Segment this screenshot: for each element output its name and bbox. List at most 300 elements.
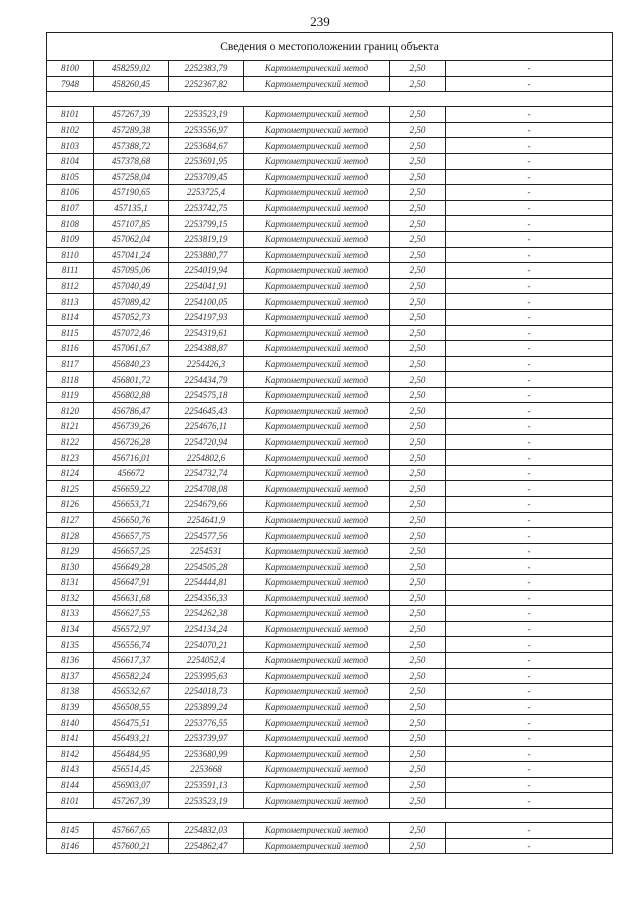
description-cell: - <box>446 185 613 201</box>
y-coordinate-cell: 2253691,95 <box>169 153 244 169</box>
point-number-cell: 8111 <box>47 263 94 279</box>
method-cell: Картометрический метод <box>244 309 390 325</box>
y-coordinate-cell: 2254052,4 <box>169 652 244 668</box>
accuracy-cell: 2,50 <box>390 403 446 419</box>
x-coordinate-cell: 457041,24 <box>94 247 169 263</box>
table-row <box>47 278 613 294</box>
description-cell: - <box>446 528 613 544</box>
y-coordinate-cell: 2254862,47 <box>169 838 244 854</box>
separator-row <box>47 808 613 822</box>
y-coordinate-cell: 2252367,82 <box>169 76 244 92</box>
point-number-cell: 8107 <box>47 200 94 216</box>
table-row <box>47 450 613 466</box>
point-number-cell: 8115 <box>47 325 94 341</box>
method-cell: Картометрический метод <box>244 153 390 169</box>
accuracy-cell: 2,50 <box>390 746 446 762</box>
y-coordinate-cell: 2253880,77 <box>169 247 244 263</box>
description-cell: - <box>446 543 613 559</box>
table-row <box>47 497 613 513</box>
description-cell: - <box>446 450 613 466</box>
y-coordinate-cell: 2254708,08 <box>169 481 244 497</box>
x-coordinate-cell: 456659,22 <box>94 481 169 497</box>
point-number-cell: 8131 <box>47 575 94 591</box>
x-coordinate-cell: 457289,38 <box>94 122 169 138</box>
table-row <box>47 372 613 388</box>
point-number-cell: 8122 <box>47 434 94 450</box>
method-cell: Картометрический метод <box>244 684 390 700</box>
page-number: 239 <box>310 14 330 29</box>
x-coordinate-cell: 457258,04 <box>94 169 169 185</box>
method-cell: Картометрический метод <box>244 122 390 138</box>
description-cell: - <box>446 387 613 403</box>
description-cell: - <box>446 606 613 622</box>
y-coordinate-cell: 2253523,19 <box>169 107 244 123</box>
accuracy-cell: 2,50 <box>390 247 446 263</box>
accuracy-cell: 2,50 <box>390 590 446 606</box>
y-coordinate-cell: 2254041,91 <box>169 278 244 294</box>
table-row <box>47 403 613 419</box>
x-coordinate-cell: 456840,23 <box>94 356 169 372</box>
x-coordinate-cell: 457040,49 <box>94 278 169 294</box>
y-coordinate-cell: 2254134,24 <box>169 621 244 637</box>
x-coordinate-cell: 457378,68 <box>94 153 169 169</box>
table-row <box>47 231 613 247</box>
accuracy-cell: 2,50 <box>390 138 446 154</box>
method-cell: Картометрический метод <box>244 419 390 435</box>
point-number-cell: 8119 <box>47 387 94 403</box>
table-row <box>47 263 613 279</box>
x-coordinate-cell: 457667,65 <box>94 822 169 838</box>
y-coordinate-cell: 2253739,97 <box>169 730 244 746</box>
point-number-cell: 8100 <box>47 61 94 77</box>
table-row <box>47 138 613 154</box>
table-row <box>47 341 613 357</box>
method-cell: Картометрический метод <box>244 497 390 513</box>
y-coordinate-cell: 2254388,87 <box>169 341 244 357</box>
point-number-cell: 8145 <box>47 822 94 838</box>
accuracy-cell: 2,50 <box>390 559 446 575</box>
x-coordinate-cell: 456532,67 <box>94 684 169 700</box>
table-row <box>47 216 613 232</box>
x-coordinate-cell: 456475,51 <box>94 715 169 731</box>
description-cell: - <box>446 590 613 606</box>
method-cell: Картометрический метод <box>244 200 390 216</box>
point-number-cell: 8105 <box>47 169 94 185</box>
method-cell: Картометрический метод <box>244 668 390 684</box>
accuracy-cell: 2,50 <box>390 278 446 294</box>
y-coordinate-cell: 2254676,11 <box>169 419 244 435</box>
accuracy-cell: 2,50 <box>390 450 446 466</box>
point-number-cell: 8140 <box>47 715 94 731</box>
x-coordinate-cell: 456786,47 <box>94 403 169 419</box>
method-cell: Картометрический метод <box>244 216 390 232</box>
description-cell: - <box>446 465 613 481</box>
table-row <box>47 200 613 216</box>
description-cell: - <box>446 403 613 419</box>
point-number-cell: 8116 <box>47 341 94 357</box>
description-cell: - <box>446 216 613 232</box>
table-row <box>47 637 613 653</box>
x-coordinate-cell: 457072,46 <box>94 325 169 341</box>
y-coordinate-cell: 2254577,56 <box>169 528 244 544</box>
description-cell: - <box>446 715 613 731</box>
table-row <box>47 325 613 341</box>
method-cell: Картометрический метод <box>244 76 390 92</box>
y-coordinate-cell: 2254018,73 <box>169 684 244 700</box>
table-row <box>47 185 613 201</box>
method-cell: Картометрический метод <box>244 822 390 838</box>
x-coordinate-cell: 456672 <box>94 465 169 481</box>
accuracy-cell: 2,50 <box>390 684 446 700</box>
accuracy-cell: 2,50 <box>390 61 446 77</box>
description-cell: - <box>446 481 613 497</box>
accuracy-cell: 2,50 <box>390 231 446 247</box>
description-cell: - <box>446 497 613 513</box>
x-coordinate-cell: 456649,28 <box>94 559 169 575</box>
point-number-cell: 8113 <box>47 294 94 310</box>
description-cell: - <box>446 762 613 778</box>
accuracy-cell: 2,50 <box>390 372 446 388</box>
method-cell: Картометрический метод <box>244 356 390 372</box>
point-number-cell: 8137 <box>47 668 94 684</box>
y-coordinate-cell: 2253591,13 <box>169 777 244 793</box>
table-row <box>47 699 613 715</box>
point-number-cell: 8136 <box>47 652 94 668</box>
accuracy-cell: 2,50 <box>390 822 446 838</box>
point-number-cell: 8101 <box>47 107 94 123</box>
point-number-cell: 8126 <box>47 497 94 513</box>
description-cell: - <box>446 278 613 294</box>
method-cell: Картометрический метод <box>244 185 390 201</box>
point-number-cell: 8102 <box>47 122 94 138</box>
y-coordinate-cell: 2254641,9 <box>169 512 244 528</box>
description-cell: - <box>446 263 613 279</box>
method-cell: Картометрический метод <box>244 838 390 854</box>
table-row <box>47 590 613 606</box>
accuracy-cell: 2,50 <box>390 263 446 279</box>
y-coordinate-cell: 2253523,19 <box>169 793 244 809</box>
description-cell: - <box>446 107 613 123</box>
method-cell: Картометрический метод <box>244 403 390 419</box>
x-coordinate-cell: 457267,39 <box>94 793 169 809</box>
y-coordinate-cell: 2254356,33 <box>169 590 244 606</box>
table-row <box>47 419 613 435</box>
description-cell: - <box>446 419 613 435</box>
x-coordinate-cell: 456739,26 <box>94 419 169 435</box>
point-number-cell: 8142 <box>47 746 94 762</box>
point-number-cell: 8128 <box>47 528 94 544</box>
method-cell: Картометрический метод <box>244 294 390 310</box>
point-number-cell: 8139 <box>47 699 94 715</box>
description-cell: - <box>446 652 613 668</box>
y-coordinate-cell: 2254444,81 <box>169 575 244 591</box>
y-coordinate-cell: 2253742,75 <box>169 200 244 216</box>
table-row <box>47 481 613 497</box>
method-cell: Картометрический метод <box>244 559 390 575</box>
x-coordinate-cell: 456508,55 <box>94 699 169 715</box>
table-row <box>47 777 613 793</box>
point-number-cell: 8144 <box>47 777 94 793</box>
table-row <box>47 294 613 310</box>
x-coordinate-cell: 457135,1 <box>94 200 169 216</box>
point-number-cell: 8127 <box>47 512 94 528</box>
y-coordinate-cell: 2253556,97 <box>169 122 244 138</box>
table-row <box>47 730 613 746</box>
y-coordinate-cell: 2254019,94 <box>169 263 244 279</box>
x-coordinate-cell: 456802,88 <box>94 387 169 403</box>
x-coordinate-cell: 457107,85 <box>94 216 169 232</box>
method-cell: Картометрический метод <box>244 762 390 778</box>
point-number-cell: 8104 <box>47 153 94 169</box>
accuracy-cell: 2,50 <box>390 575 446 591</box>
x-coordinate-cell: 457062,04 <box>94 231 169 247</box>
table-row <box>47 309 613 325</box>
description-cell: - <box>446 231 613 247</box>
accuracy-cell: 2,50 <box>390 122 446 138</box>
point-number-cell: 8114 <box>47 309 94 325</box>
x-coordinate-cell: 456726,28 <box>94 434 169 450</box>
y-coordinate-cell: 2254832,03 <box>169 822 244 838</box>
table-row <box>47 822 613 838</box>
table-row <box>47 652 613 668</box>
point-number-cell: 8101 <box>47 793 94 809</box>
accuracy-cell: 2,50 <box>390 216 446 232</box>
description-cell: - <box>446 684 613 700</box>
point-number-cell: 8129 <box>47 543 94 559</box>
accuracy-cell: 2,50 <box>390 76 446 92</box>
method-cell: Картометрический метод <box>244 528 390 544</box>
boundary-table <box>46 32 613 854</box>
y-coordinate-cell: 2254197,93 <box>169 309 244 325</box>
point-number-cell: 8120 <box>47 403 94 419</box>
table-row <box>47 107 613 123</box>
method-cell: Картометрический метод <box>244 481 390 497</box>
method-cell: Картометрический метод <box>244 715 390 731</box>
point-number-cell: 8132 <box>47 590 94 606</box>
method-cell: Картометрический метод <box>244 169 390 185</box>
method-cell: Картометрический метод <box>244 278 390 294</box>
table-row <box>47 838 613 854</box>
table-row <box>47 746 613 762</box>
x-coordinate-cell: 456650,76 <box>94 512 169 528</box>
method-cell: Картометрический метод <box>244 465 390 481</box>
table-row <box>47 762 613 778</box>
y-coordinate-cell: 2252383,79 <box>169 61 244 77</box>
accuracy-cell: 2,50 <box>390 793 446 809</box>
x-coordinate-cell: 457600,21 <box>94 838 169 854</box>
y-coordinate-cell: 2254262,38 <box>169 606 244 622</box>
accuracy-cell: 2,50 <box>390 185 446 201</box>
description-cell: - <box>446 838 613 854</box>
accuracy-cell: 2,50 <box>390 621 446 637</box>
separator-cell <box>47 92 613 107</box>
table-row <box>47 684 613 700</box>
point-number-cell: 8124 <box>47 465 94 481</box>
method-cell: Картометрический метод <box>244 730 390 746</box>
description-cell: - <box>446 341 613 357</box>
table-row <box>47 122 613 138</box>
point-number-cell: 8110 <box>47 247 94 263</box>
description-cell: - <box>446 309 613 325</box>
accuracy-cell: 2,50 <box>390 777 446 793</box>
y-coordinate-cell: 2253899,24 <box>169 699 244 715</box>
accuracy-cell: 2,50 <box>390 699 446 715</box>
table-title: Сведения о местоположении границ объекта <box>47 33 613 61</box>
x-coordinate-cell: 456484,95 <box>94 746 169 762</box>
method-cell: Картометрический метод <box>244 746 390 762</box>
x-coordinate-cell: 456631,68 <box>94 590 169 606</box>
method-cell: Картометрический метод <box>244 107 390 123</box>
x-coordinate-cell: 457089,42 <box>94 294 169 310</box>
description-cell: - <box>446 153 613 169</box>
table-row <box>47 559 613 575</box>
y-coordinate-cell: 2254679,66 <box>169 497 244 513</box>
description-cell: - <box>446 372 613 388</box>
x-coordinate-cell: 456493,21 <box>94 730 169 746</box>
y-coordinate-cell: 2253725,4 <box>169 185 244 201</box>
point-number-cell: 8138 <box>47 684 94 700</box>
y-coordinate-cell: 2253995,63 <box>169 668 244 684</box>
description-cell: - <box>446 746 613 762</box>
y-coordinate-cell: 2254319,61 <box>169 325 244 341</box>
accuracy-cell: 2,50 <box>390 153 446 169</box>
y-coordinate-cell: 2253680,99 <box>169 746 244 762</box>
method-cell: Картометрический метод <box>244 793 390 809</box>
accuracy-cell: 2,50 <box>390 762 446 778</box>
method-cell: Картометрический метод <box>244 637 390 653</box>
description-cell: - <box>446 434 613 450</box>
table-row <box>47 715 613 731</box>
accuracy-cell: 2,50 <box>390 668 446 684</box>
y-coordinate-cell: 2254732,74 <box>169 465 244 481</box>
table-row <box>47 61 613 77</box>
y-coordinate-cell: 2254531 <box>169 543 244 559</box>
y-coordinate-cell: 2254645,43 <box>169 403 244 419</box>
y-coordinate-cell: 2254070,21 <box>169 637 244 653</box>
y-coordinate-cell: 2254426,3 <box>169 356 244 372</box>
y-coordinate-cell: 2253709,45 <box>169 169 244 185</box>
table-row <box>47 528 613 544</box>
x-coordinate-cell: 457388,72 <box>94 138 169 154</box>
description-cell: - <box>446 668 613 684</box>
method-cell: Картометрический метод <box>244 247 390 263</box>
description-cell: - <box>446 169 613 185</box>
x-coordinate-cell: 456657,25 <box>94 543 169 559</box>
table-row <box>47 387 613 403</box>
accuracy-cell: 2,50 <box>390 606 446 622</box>
separator-row <box>47 92 613 107</box>
x-coordinate-cell: 456514,45 <box>94 762 169 778</box>
description-cell: - <box>446 61 613 77</box>
description-cell: - <box>446 621 613 637</box>
point-number-cell: 8118 <box>47 372 94 388</box>
y-coordinate-cell: 2253776,55 <box>169 715 244 731</box>
x-coordinate-cell: 457061,67 <box>94 341 169 357</box>
accuracy-cell: 2,50 <box>390 107 446 123</box>
point-number-cell: 8134 <box>47 621 94 637</box>
accuracy-cell: 2,50 <box>390 169 446 185</box>
separator-cell <box>47 808 613 822</box>
point-number-cell: 8121 <box>47 419 94 435</box>
accuracy-cell: 2,50 <box>390 512 446 528</box>
accuracy-cell: 2,50 <box>390 200 446 216</box>
table-row <box>47 76 613 92</box>
method-cell: Картометрический метод <box>244 606 390 622</box>
table-row <box>47 434 613 450</box>
x-coordinate-cell: 457190,65 <box>94 185 169 201</box>
accuracy-cell: 2,50 <box>390 387 446 403</box>
x-coordinate-cell: 458260,45 <box>94 76 169 92</box>
method-cell: Картометрический метод <box>244 231 390 247</box>
accuracy-cell: 2,50 <box>390 341 446 357</box>
point-number-cell: 8141 <box>47 730 94 746</box>
y-coordinate-cell: 2254434,79 <box>169 372 244 388</box>
table-row <box>47 465 613 481</box>
table-row <box>47 543 613 559</box>
x-coordinate-cell: 457267,39 <box>94 107 169 123</box>
description-cell: - <box>446 247 613 263</box>
point-number-cell: 8146 <box>47 838 94 854</box>
point-number-cell: 8125 <box>47 481 94 497</box>
table-row <box>47 668 613 684</box>
y-coordinate-cell: 2253668 <box>169 762 244 778</box>
description-cell: - <box>446 512 613 528</box>
point-number-cell: 8130 <box>47 559 94 575</box>
description-cell: - <box>446 76 613 92</box>
accuracy-cell: 2,50 <box>390 481 446 497</box>
point-number-cell: 8143 <box>47 762 94 778</box>
method-cell: Картометрический метод <box>244 575 390 591</box>
description-cell: - <box>446 637 613 653</box>
accuracy-cell: 2,50 <box>390 325 446 341</box>
method-cell: Картометрический метод <box>244 61 390 77</box>
y-coordinate-cell: 2254802,6 <box>169 450 244 466</box>
accuracy-cell: 2,50 <box>390 465 446 481</box>
x-coordinate-cell: 456582,24 <box>94 668 169 684</box>
x-coordinate-cell: 456627,55 <box>94 606 169 622</box>
accuracy-cell: 2,50 <box>390 309 446 325</box>
method-cell: Картометрический метод <box>244 450 390 466</box>
x-coordinate-cell: 456647,91 <box>94 575 169 591</box>
table-row <box>47 575 613 591</box>
accuracy-cell: 2,50 <box>390 356 446 372</box>
x-coordinate-cell: 456716,01 <box>94 450 169 466</box>
method-cell: Картометрический метод <box>244 699 390 715</box>
method-cell: Картометрический метод <box>244 652 390 668</box>
description-cell: - <box>446 325 613 341</box>
y-coordinate-cell: 2253819,19 <box>169 231 244 247</box>
method-cell: Картометрический метод <box>244 621 390 637</box>
x-coordinate-cell: 457095,06 <box>94 263 169 279</box>
table-row <box>47 247 613 263</box>
accuracy-cell: 2,50 <box>390 637 446 653</box>
x-coordinate-cell: 456801,72 <box>94 372 169 388</box>
method-cell: Картометрический метод <box>244 434 390 450</box>
method-cell: Картометрический метод <box>244 263 390 279</box>
accuracy-cell: 2,50 <box>390 730 446 746</box>
x-coordinate-cell: 458259,02 <box>94 61 169 77</box>
x-coordinate-cell: 457052,73 <box>94 309 169 325</box>
x-coordinate-cell: 456657,75 <box>94 528 169 544</box>
table-row <box>47 512 613 528</box>
accuracy-cell: 2,50 <box>390 838 446 854</box>
point-number-cell: 7948 <box>47 76 94 92</box>
accuracy-cell: 2,50 <box>390 652 446 668</box>
method-cell: Картометрический метод <box>244 325 390 341</box>
x-coordinate-cell: 456617,37 <box>94 652 169 668</box>
description-cell: - <box>446 356 613 372</box>
point-number-cell: 8135 <box>47 637 94 653</box>
